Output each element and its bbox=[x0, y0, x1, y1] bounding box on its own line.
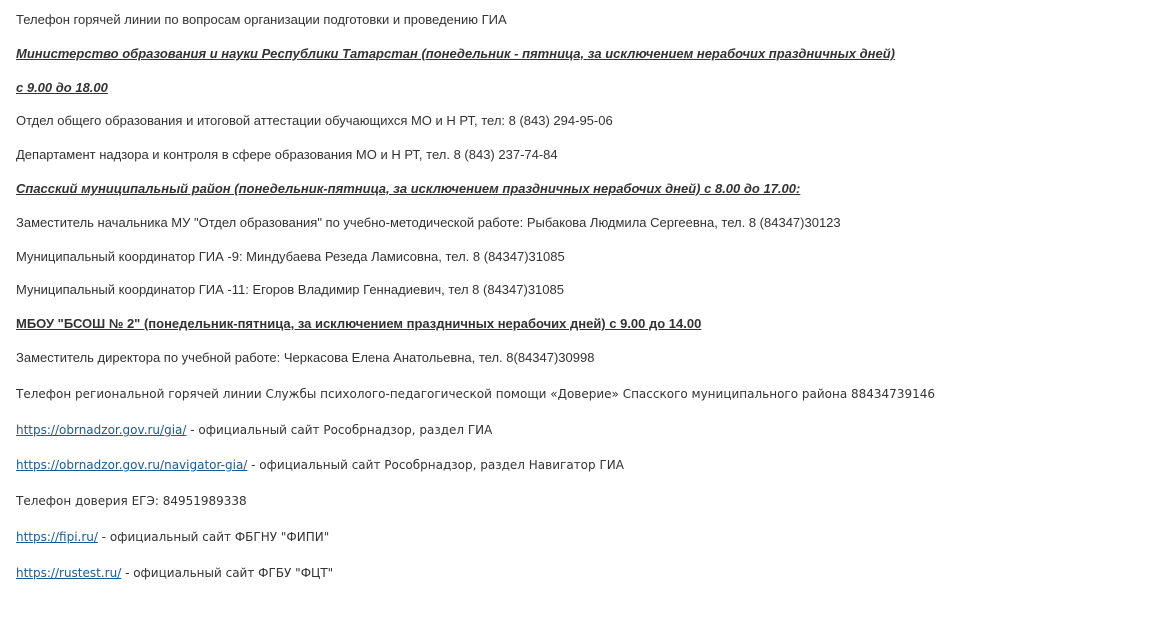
ministry-heading: Министерство образования и науки Республики Татарстан (понедельник - пятница, за исключением нерабочих праздничных дней) bbox=[16, 46, 895, 61]
hotline-title: Телефон горячей линии по вопросам организации подготовки и проведению ГИА bbox=[16, 12, 507, 27]
school-deputy-contact: Заместитель директора по учебной работе: Черкасова Елена Анатольевна, тел. 8(84347)30998 bbox=[16, 350, 595, 365]
link-description: - официальный сайт ФГБУ "ФЦТ" bbox=[121, 566, 334, 580]
link-fipi[interactable]: https://fipi.ru/ bbox=[16, 530, 98, 544]
link-description: - официальный сайт Рособрнадзор, раздел Навигатор ГИА bbox=[247, 458, 624, 472]
school-heading: МБОУ "БСОШ № 2" (понедельник-пятница, за исключением праздничных нерабочих дней) с 9.00 до 14.00 bbox=[16, 316, 702, 331]
regional-hotline: Телефон региональной горячей линии Службы психолого-педагогической помощи «Доверие» Спасского муниципального района 88434739146 bbox=[16, 387, 935, 401]
link-row-rustest bbox=[16, 565, 333, 581]
link-row-fipi bbox=[16, 529, 329, 545]
link-description: - официальный сайт Рособрнадзор, раздел ГИА bbox=[186, 423, 493, 437]
ministry-supervision-phone: Департамент надзора и контроля в сфере образования МО и Н РТ, тел. 8 (843) 237-74-84 bbox=[16, 147, 558, 162]
district-deputy-contact: Заместитель начальника МУ "Отдел образования" по учебно-методической работе: Рыбакова Людмила Сергеевна, тел. 8 (84347)30123 bbox=[16, 215, 841, 230]
district-coordinator-gia9: Муниципальный координатор ГИА -9: Миндубаева Резеда Ламисовна, тел. 8 (84347)31085 bbox=[16, 249, 565, 264]
link-description: - официальный сайт ФБГНУ "ФИПИ" bbox=[97, 530, 330, 544]
link-obrnadzor-gia[interactable]: https://obrnadzor.gov.ru/gia/ bbox=[16, 423, 187, 437]
link-rustest[interactable]: https://rustest.ru/ bbox=[16, 566, 122, 580]
link-row-obrnadzor-navigator bbox=[16, 457, 624, 473]
district-heading: Спасский муниципальный район (понедельник-пятница, за исключением праздничных нерабочих дней) с 8.00 до 17.00: bbox=[16, 181, 801, 196]
ministry-hours: с 9.00 до 18.00 bbox=[16, 80, 108, 95]
ministry-department-phone: Отдел общего образования и итоговой аттестации обучающихся МО и Н РТ, тел: 8 (843) 294-95-06 bbox=[16, 113, 613, 128]
link-obrnadzor-navigator-gia[interactable]: https://obrnadzor.gov.ru/navigator-gia/ bbox=[16, 458, 248, 472]
district-coordinator-gia11: Муниципальный координатор ГИА -11: Егоров Владимир Геннадиевич, тел 8 (84347)31085 bbox=[16, 282, 564, 297]
ege-trust-phone: Телефон доверия ЕГЭ: 84951989338 bbox=[16, 494, 247, 508]
link-row-obrnadzor-gia bbox=[16, 422, 492, 438]
